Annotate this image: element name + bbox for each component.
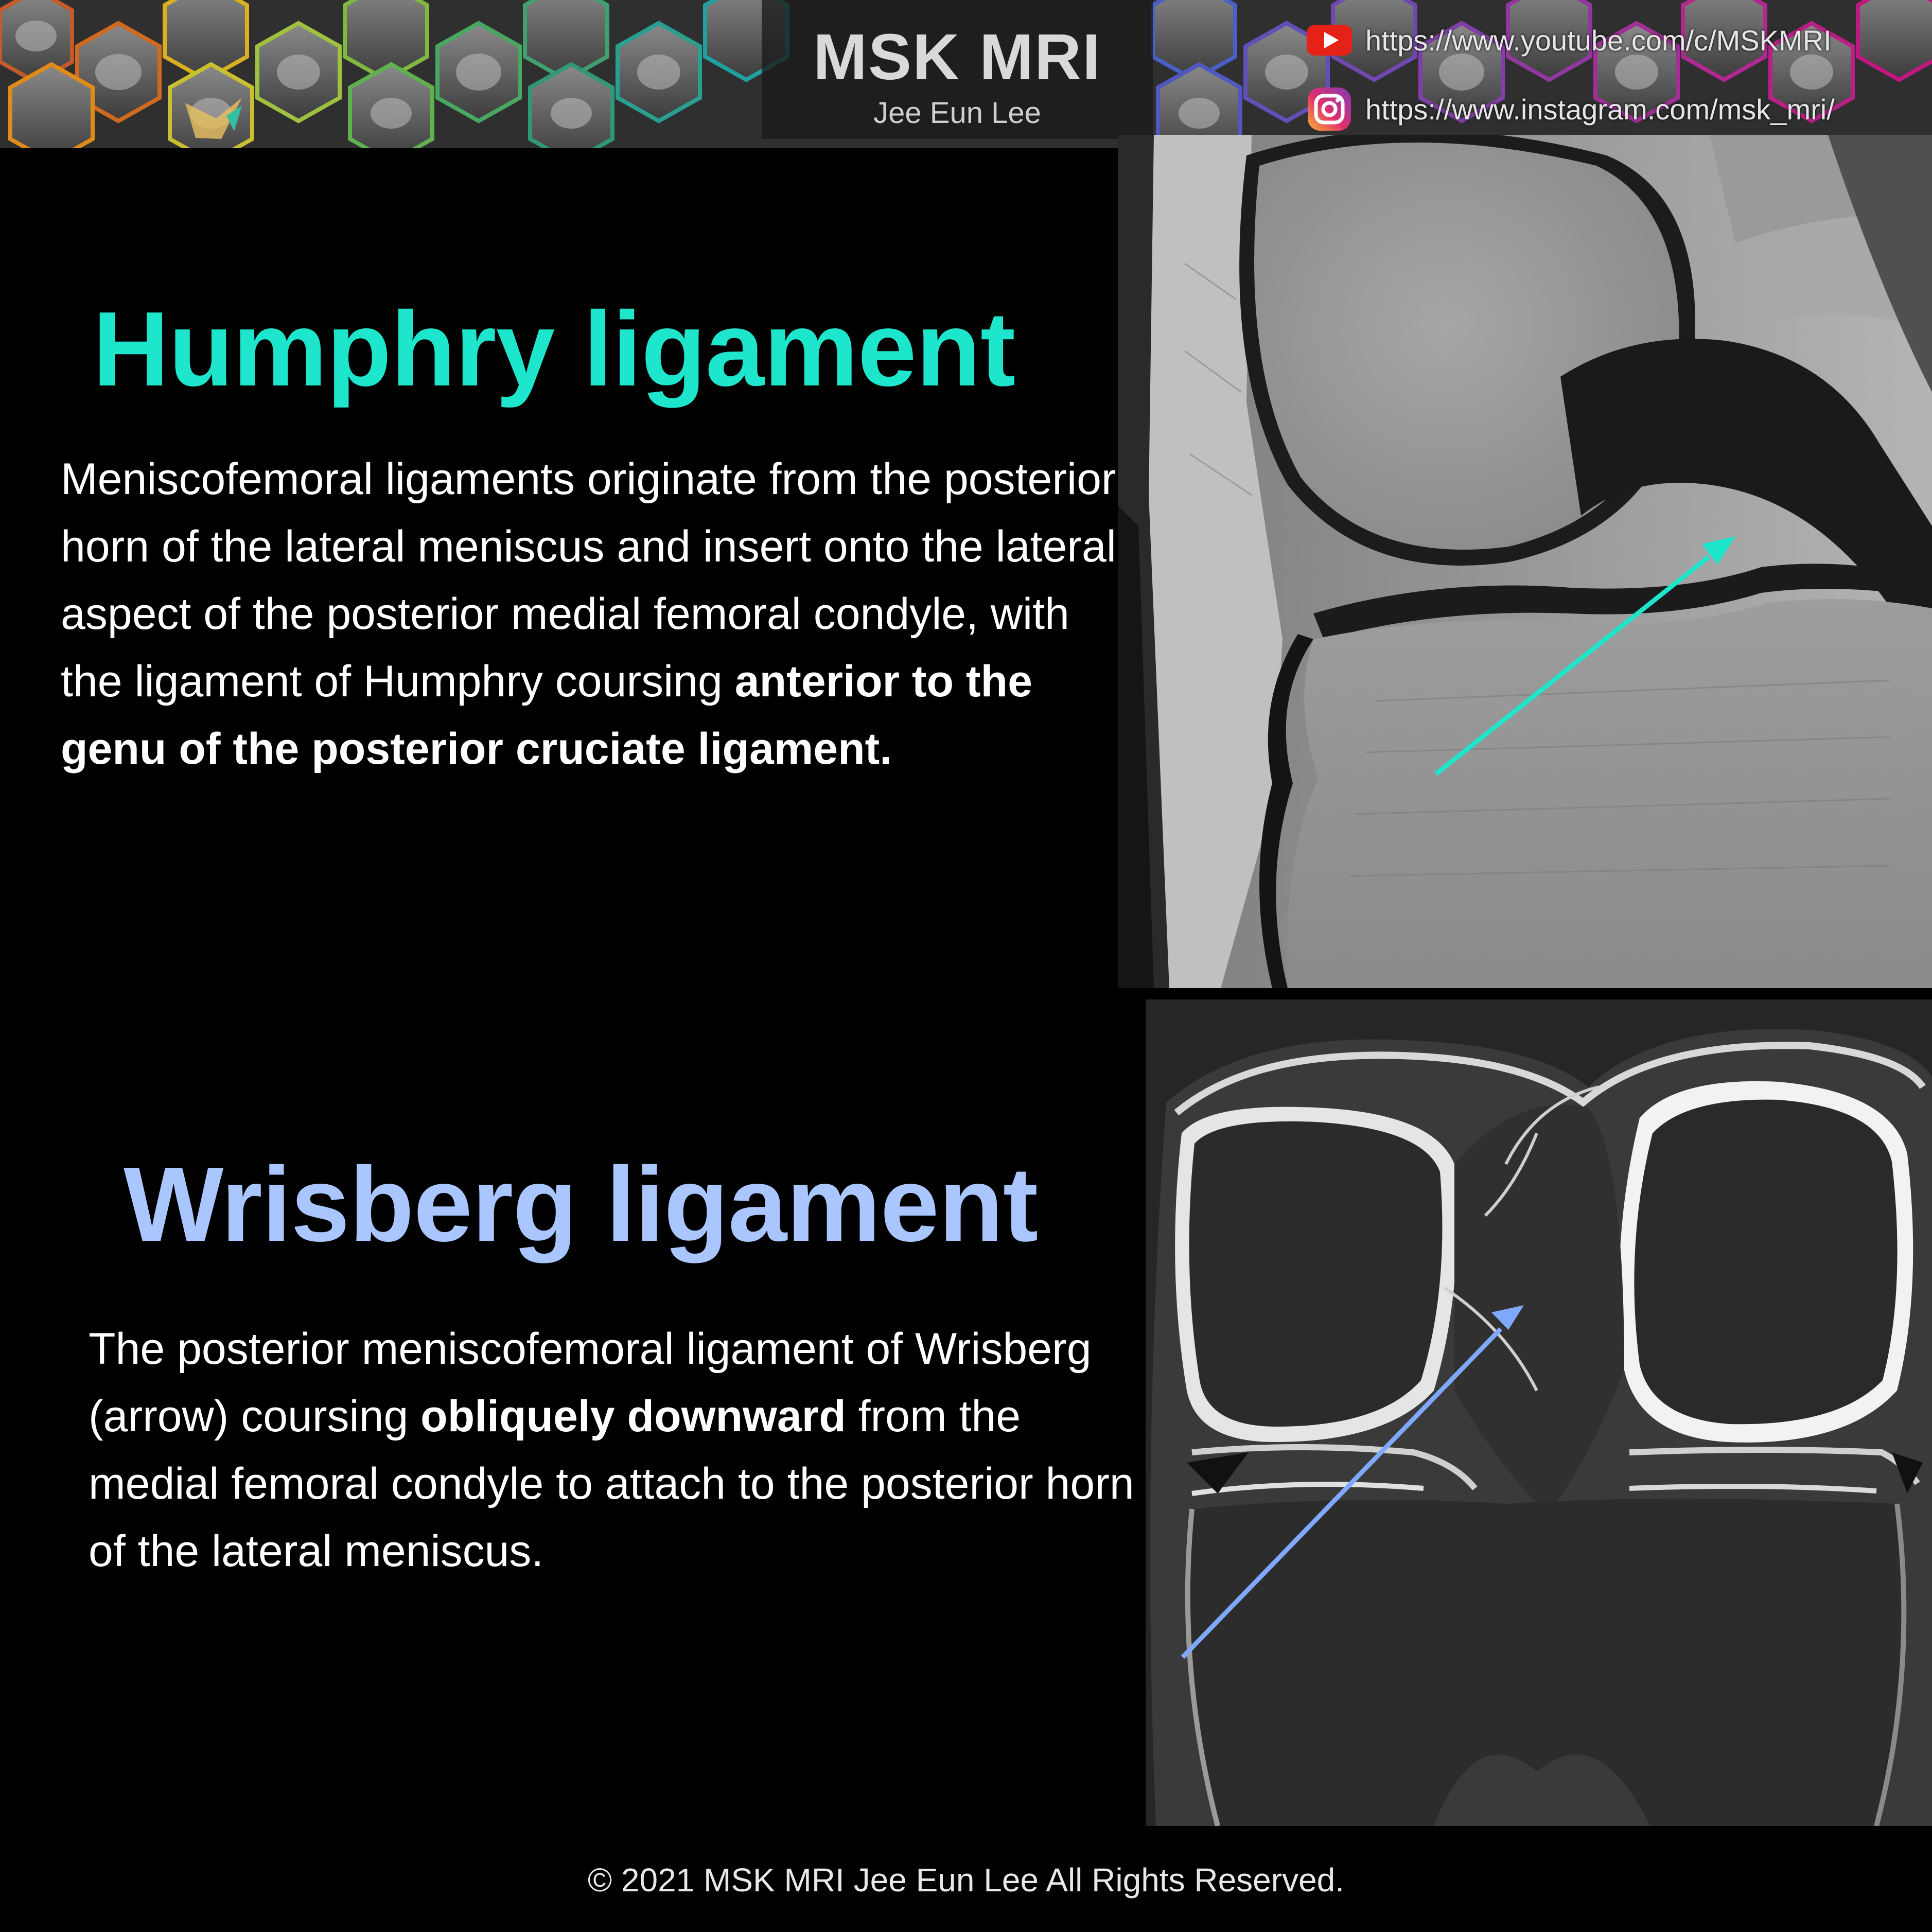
wrisberg-text-end: from the medial femoral condyle to attach to the posterior horn of the lateral meniscus. (89, 1392, 1134, 1576)
brand-subtitle: Jee Eun Lee (873, 96, 1041, 130)
sagittal-mri-image (1118, 135, 1932, 988)
humphry-description (61, 446, 1121, 783)
youtube-icon (1305, 15, 1354, 65)
brand-title: MSK MRI (813, 21, 1101, 93)
coronal-mri-image (1146, 999, 1932, 1826)
wrisberg-text: The posterior meniscofemoral ligament of Wrisberg (arrow) coursing (89, 1324, 1092, 1441)
instagram-icon (1305, 84, 1354, 134)
instagram-link-text[interactable]: https://www.instagram.com/msk_mri/ (1365, 93, 1835, 126)
youtube-link-text[interactable]: https://www.youtube.com/c/MSKMRI (1365, 24, 1832, 57)
header-banner (0, 0, 1932, 148)
instagram-link[interactable] (1305, 83, 1835, 135)
humphry-text-bold: anterior to the genu of the posterior cruciate ligament. (61, 657, 1032, 774)
humphry-text: Meniscofemoral ligaments originate from the posterior horn of the lateral meniscus and insert onto the lateral aspect of the posterior medial femoral condyle, with the ligament of Humphry coursing (61, 454, 1116, 706)
brand-box (762, 0, 1153, 139)
wrisberg-description (89, 1315, 1144, 1585)
wrisberg-text-bold: obliquely downward (420, 1392, 846, 1441)
wrisberg-title: Wrisberg ligament (124, 1145, 1038, 1263)
humphry-title: Humphry ligament (93, 290, 1015, 408)
copyright-footer: © 2021 MSK MRI Jee Eun Lee All Rights Reserved. (587, 1861, 1345, 1899)
youtube-link[interactable] (1305, 14, 1832, 66)
